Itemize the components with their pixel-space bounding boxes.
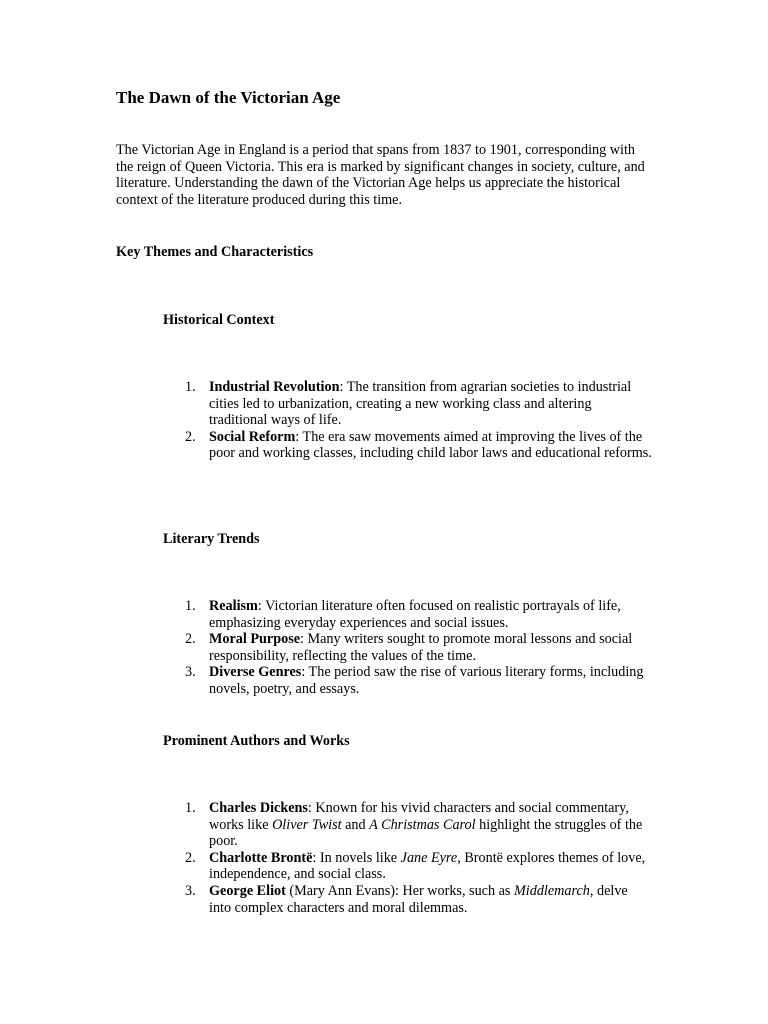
- item-text: highlight the struggles of the poor.: [209, 816, 643, 850]
- item-text: , Brontë explores themes of love, independence, and social class.: [209, 849, 646, 883]
- list-number: 2.: [185, 849, 196, 866]
- literary-trends-list: [163, 598, 653, 698]
- item-term: Diverse Genres: [209, 664, 302, 681]
- list-number: 2.: [185, 631, 196, 648]
- item-term: Charlotte Brontë: [209, 849, 313, 866]
- list-number: 1.: [185, 800, 196, 816]
- item-text: : Many writers sought to promote moral lessons and social responsibility, reflecting the values of the time.: [209, 631, 633, 664]
- item-term: Social Reform: [209, 428, 296, 445]
- item-text: and: [341, 816, 370, 833]
- item-term: Industrial Revolution: [209, 379, 340, 395]
- list-number: 3.: [185, 882, 196, 899]
- historical-context-heading: Historical Context: [163, 312, 275, 328]
- list-number: 3.: [185, 664, 196, 681]
- intro-paragraph: The Victorian Age in England is a period that spans from 1837 to 1901, corresponding with the reign of Queen Victoria. This era is marked by significant changes in society, culture, and literature. Understanding the dawn of the Victorian Age helps us appreciate the historical context of the literature produced during this time.: [116, 142, 645, 208]
- list-item: [163, 850, 653, 883]
- list-item: [163, 631, 653, 664]
- list-number: 2.: [185, 428, 196, 445]
- item-text: : The period saw the rise of various literary forms, including novels, poetry, and essays.: [209, 664, 644, 697]
- work-title: Middlemarch: [513, 882, 590, 899]
- item-term: Charles Dickens: [209, 800, 308, 816]
- list-item: [163, 800, 653, 850]
- item-text: : Known for his vivid characters and social commentary, works like: [209, 800, 629, 833]
- item-text: : Victorian literature often focused on realistic portrayals of life, emphasizing everyday experiences and social issues.: [209, 598, 621, 631]
- item-text: : The era saw movements aimed at improving the lives of the poor and working classes, including child labor laws and educational reforms.: [209, 428, 652, 462]
- item-text: : The transition from agrarian societies to industrial cities led to urbanization, creating a new working class and altering traditional ways of life.: [209, 379, 632, 429]
- work-title: Oliver Twist: [272, 816, 342, 833]
- key-themes-heading: Key Themes and Characteristics: [116, 244, 314, 260]
- page-title: The Dawn of the Victorian Age: [116, 88, 341, 107]
- list-item: [163, 429, 653, 462]
- list-item: [163, 379, 653, 429]
- historical-context-list: [163, 379, 653, 462]
- item-term: George Eliot: [209, 882, 286, 899]
- item-term: Moral Purpose: [209, 631, 301, 648]
- item-text: (Mary Ann Evans): Her works, such as: [285, 882, 514, 899]
- prominent-authors-heading: Prominent Authors and Works: [163, 733, 350, 749]
- list-number: 1.: [185, 598, 196, 614]
- literary-trends-heading: Literary Trends: [163, 531, 260, 547]
- item-term: Realism: [209, 598, 258, 614]
- list-item: [163, 598, 653, 631]
- item-text: , delve into complex characters and moral dilemmas.: [209, 882, 628, 916]
- work-title: Jane Eyre: [400, 849, 458, 866]
- item-text: : In novels like: [312, 849, 401, 866]
- list-number: 1.: [185, 379, 196, 395]
- prominent-authors-list: [163, 800, 653, 916]
- work-title: A Christmas Carol: [369, 816, 476, 833]
- list-item: [163, 883, 653, 916]
- list-item: [163, 664, 653, 697]
